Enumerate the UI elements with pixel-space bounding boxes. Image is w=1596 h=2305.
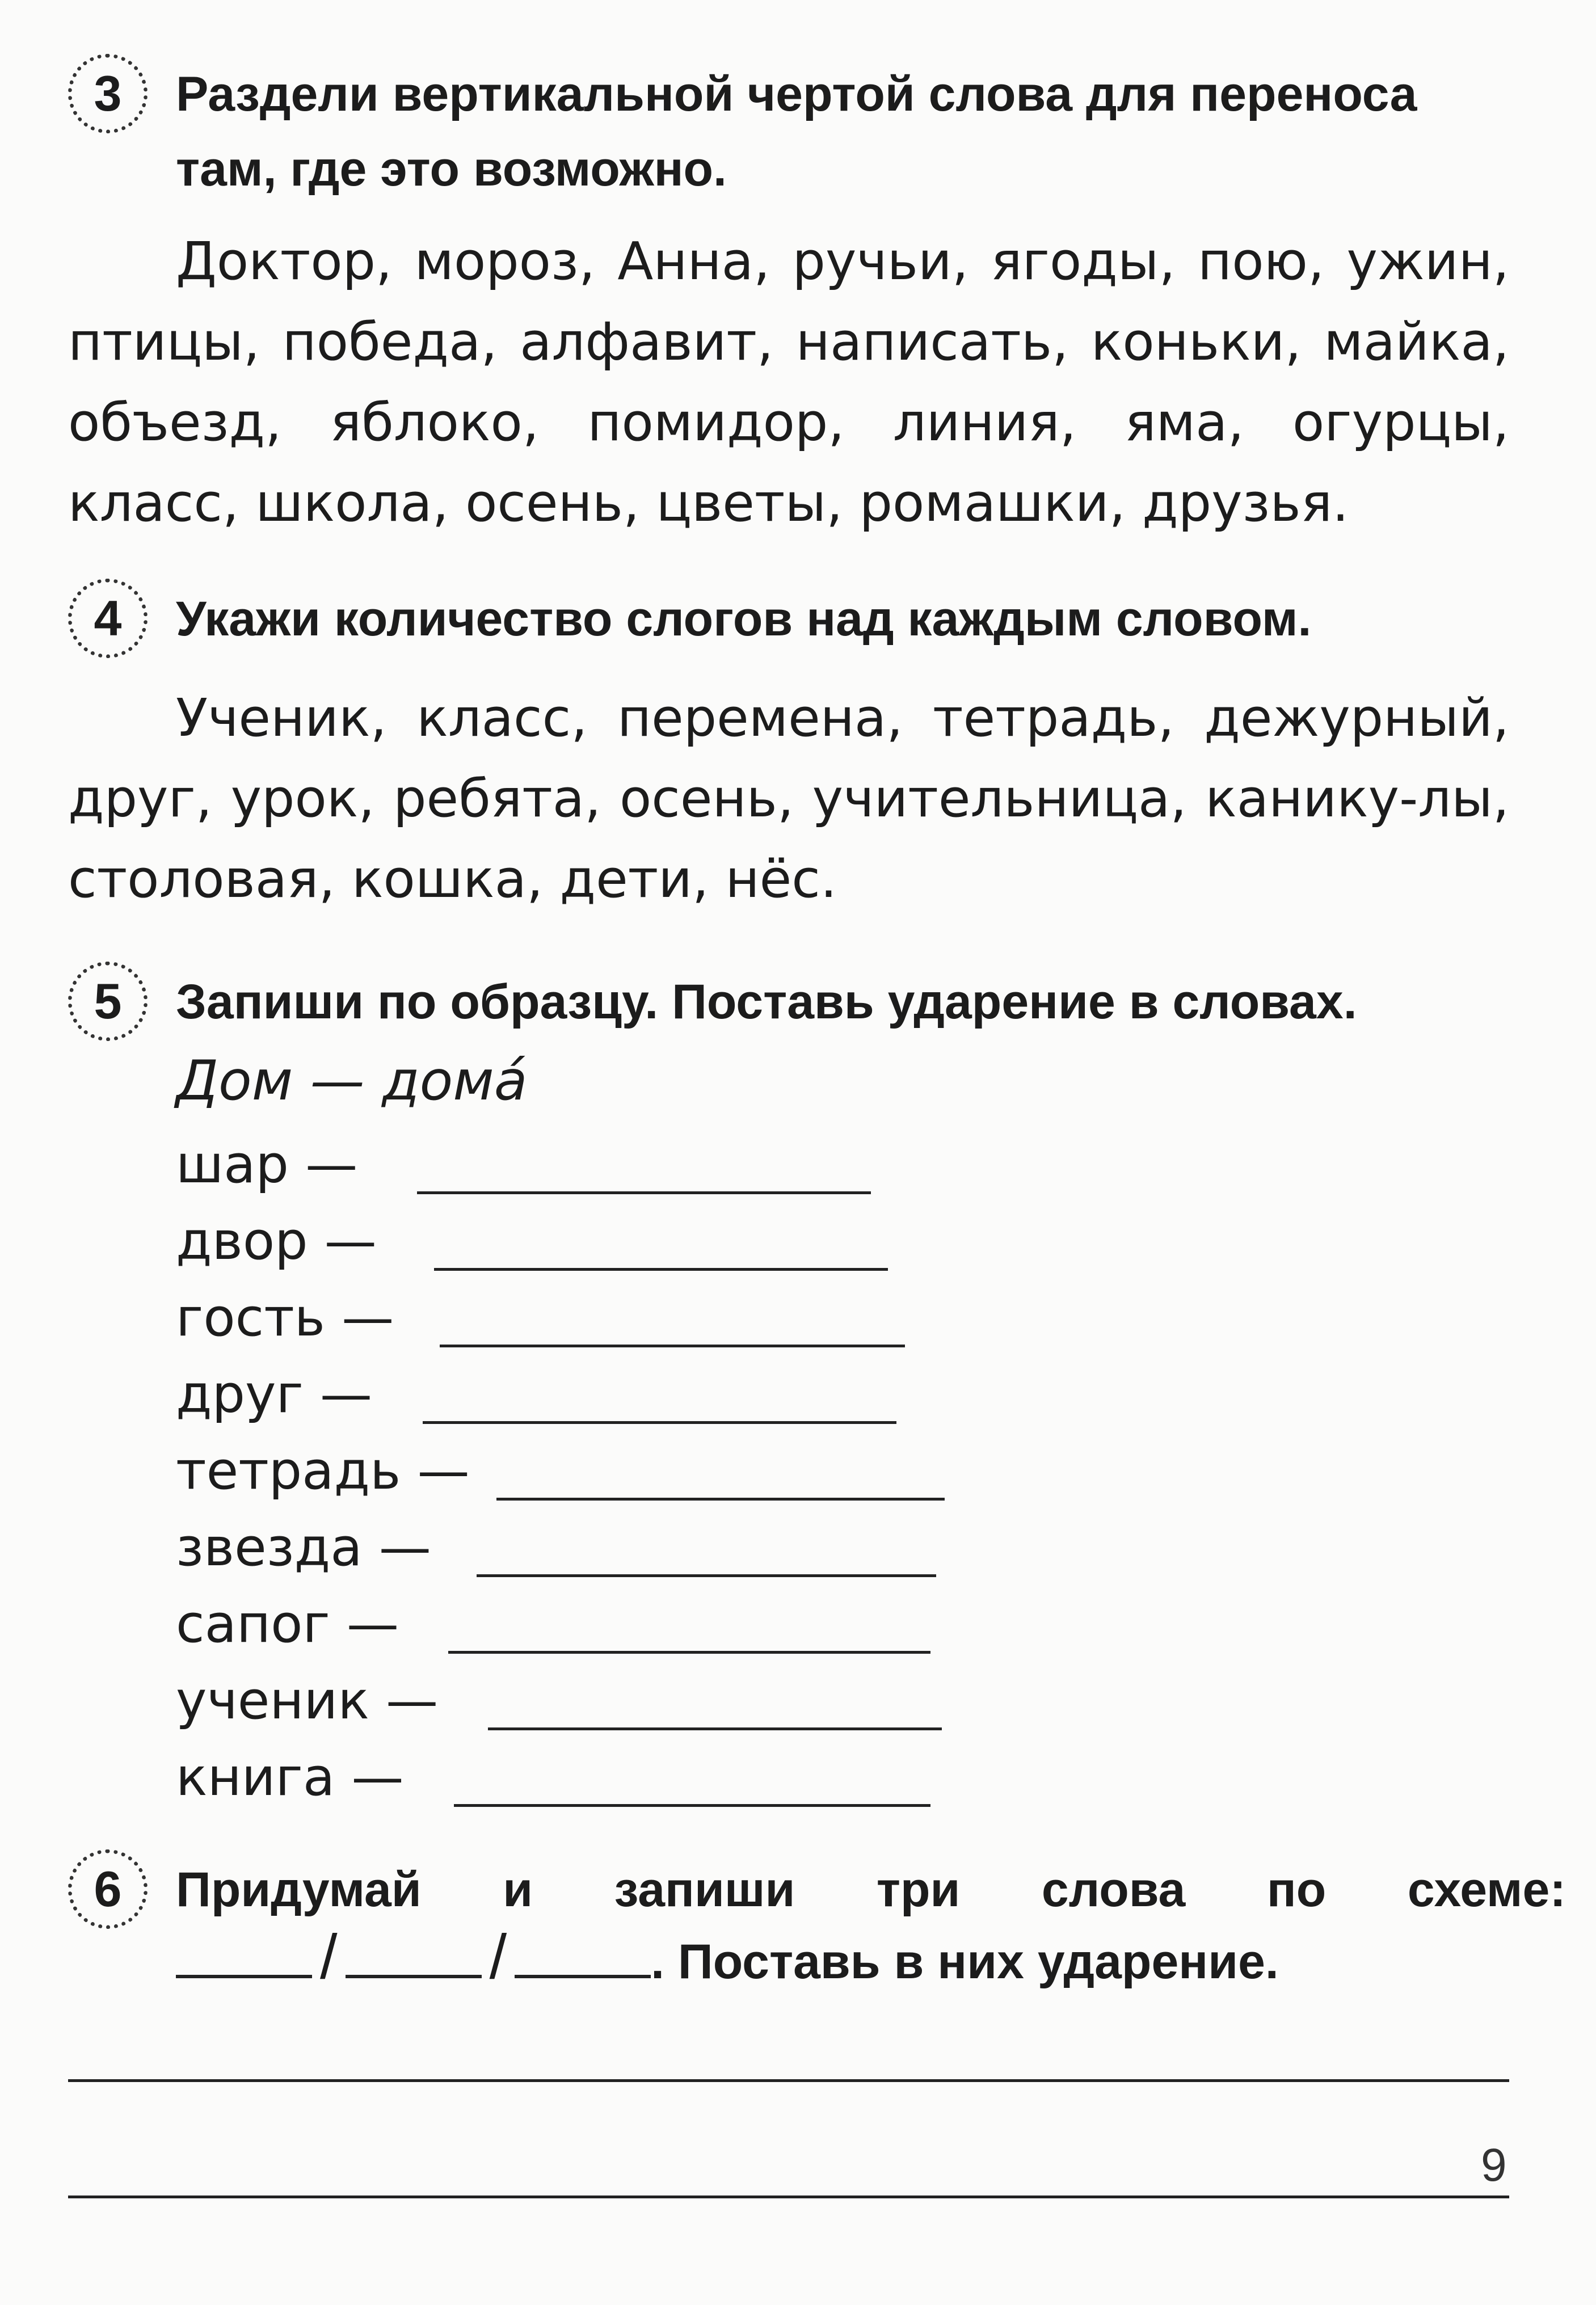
task-number-badge: 6	[68, 1849, 148, 1929]
task-5-header	[68, 962, 1521, 1047]
task-6-title: Придумай и запиши три слова по схеме:	[176, 1862, 1566, 1917]
scheme-slash: /	[489, 1922, 507, 1992]
task-5-sample: Дом — домá	[176, 1049, 528, 1113]
answer-blank[interactable]	[496, 1498, 945, 1501]
word-row: ученик —	[176, 1670, 439, 1731]
word-row: сапог —	[176, 1594, 399, 1654]
answer-blank[interactable]	[423, 1421, 896, 1424]
word-row: тетрадь —	[176, 1440, 470, 1501]
task-3-word-list: Доктор, мороз, Анна, ручьи, ягоды, пою, ужин, птицы, победа, алфавит, написать, коньки, майка, объезд, яблоко, помидор, линия, яма, огурцы, класс, школа, осень, цветы, ромашки, друзья.	[68, 231, 1509, 533]
task-3-title	[176, 57, 1566, 207]
word-row: гость —	[176, 1287, 394, 1348]
task-3-title-line-1: Раздели вертикальной чертой слова для переноса	[176, 67, 1417, 121]
answer-line[interactable]	[68, 2196, 1509, 2198]
task-5-title: Запиши по образцу. Поставь ударение в словах.	[176, 975, 1357, 1029]
word-row: книга —	[176, 1747, 404, 1807]
scheme-segment	[176, 1929, 312, 1978]
task-4-title: Укажи количество слогов над каждым словом.	[176, 592, 1312, 646]
task-4-header	[68, 579, 1521, 664]
word-row: друг —	[176, 1364, 373, 1425]
scheme-slash: /	[320, 1922, 338, 1992]
syllable-scheme	[176, 1920, 1279, 1999]
task-4-word-list: Ученик, класс, перемена, тетрадь, дежурный, друг, урок, ребята, осень, учительница, канику-лы, столовая, кошка, дети, нёс.	[68, 688, 1509, 909]
task-3-header	[68, 54, 1521, 201]
task-number-badge: 3	[68, 54, 148, 133]
task-number-badge: 5	[68, 962, 148, 1041]
task-3-title-line-2: там, где это возможно.	[176, 142, 727, 196]
scheme-segment	[346, 1929, 482, 1978]
word-row: звезда —	[176, 1517, 431, 1578]
task-4-text	[68, 678, 1509, 920]
answer-blank[interactable]	[477, 1574, 936, 1577]
page-number: 9	[1481, 2139, 1507, 2191]
answer-blank[interactable]	[434, 1268, 888, 1271]
answer-blank[interactable]	[448, 1651, 930, 1654]
answer-blank[interactable]	[454, 1804, 930, 1807]
task-6-instruction: . Поставь в них ударение.	[651, 1935, 1279, 1989]
answer-blank[interactable]	[417, 1191, 871, 1194]
answer-blank[interactable]	[440, 1345, 905, 1347]
word-row: двор —	[176, 1211, 377, 1271]
answer-blank[interactable]	[488, 1727, 942, 1730]
word-row: шар —	[176, 1134, 358, 1195]
scheme-segment	[515, 1929, 651, 1978]
answer-line[interactable]	[68, 2079, 1509, 2082]
task-3-text	[68, 221, 1509, 543]
task-number-badge: 4	[68, 579, 148, 658]
